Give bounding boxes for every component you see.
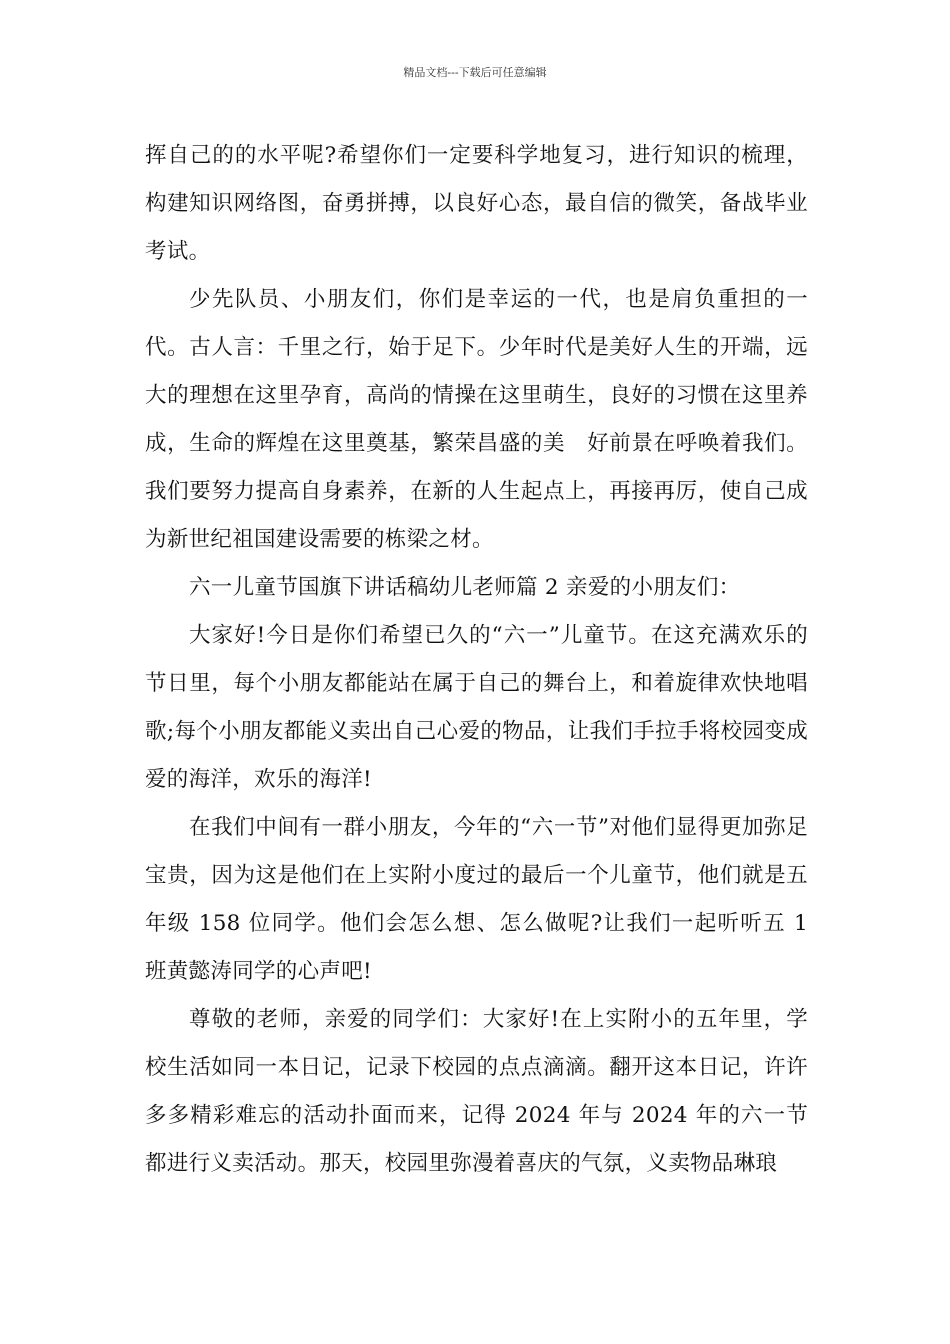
paragraph-5: 在我们中间有一群小朋友，今年的“六一节”对他们显得更加弥足宝贵，因为这是他们在上实附小度过的最后一个儿童节，他们就是五年级 158 位同学。他们会怎么想、怎么做呢?让我们一起听听五 1 班黄懿涛同学的心声吧!: [145, 815, 808, 984]
page-header: 精品文档---下载后可任意编辑: [403, 66, 547, 79]
paragraph-4: 大家好!今日是你们希望已久的“六一”儿童节。在这充满欢乐的节日里，每个小朋友都能站在属于自己的舞台上，和着旋律欢快地唱歌;每个小朋友都能义卖出自己心爱的物品，让我们手拉手将校园变成爱的海洋，欢乐的海洋!: [145, 623, 808, 792]
paragraph-6: 尊敬的老师，亲爱的同学们：大家好!在上实附小的五年里，学校生活如同一本日记，记录下校园的点点滴滴。翻开这本日记，许许多多精彩难忘的活动扑面而来，记得 2024 年与 2024 年的六一节都进行义卖活动。那天，校园里弥漫着喜庆的气氛，义卖物品琳琅: [145, 1007, 808, 1176]
paragraph-2: 少先队员、小朋友们，你们是幸运的一代，也是肩负重担的一代。古人言：千里之行，始于足下。少年时代是美好人生的开端，远大的理想在这里孕育，高尚的情操在这里萌生，良好的习惯在这里养成，生命的辉煌在这里奠基，繁荣昌盛的美 好前景在呼唤着我们。我们要努力提高自身素养，在新的人生起点上，再接再厉，使自己成为新世纪祖国建设需要的栋梁之材。: [145, 287, 808, 552]
document-body: [145, 132, 808, 1188]
paragraph-1: 挥自己的的水平呢?希望你们一定要科学地复习，进行知识的梳理，构建知识网络图，奋勇拼搏，以良好心态，最自信的微笑，备战毕业考试。: [145, 143, 808, 264]
paragraph-3-heading: 六一儿童节国旗下讲话稿幼儿老师篇 2 亲爱的小朋友们：: [189, 575, 741, 600]
